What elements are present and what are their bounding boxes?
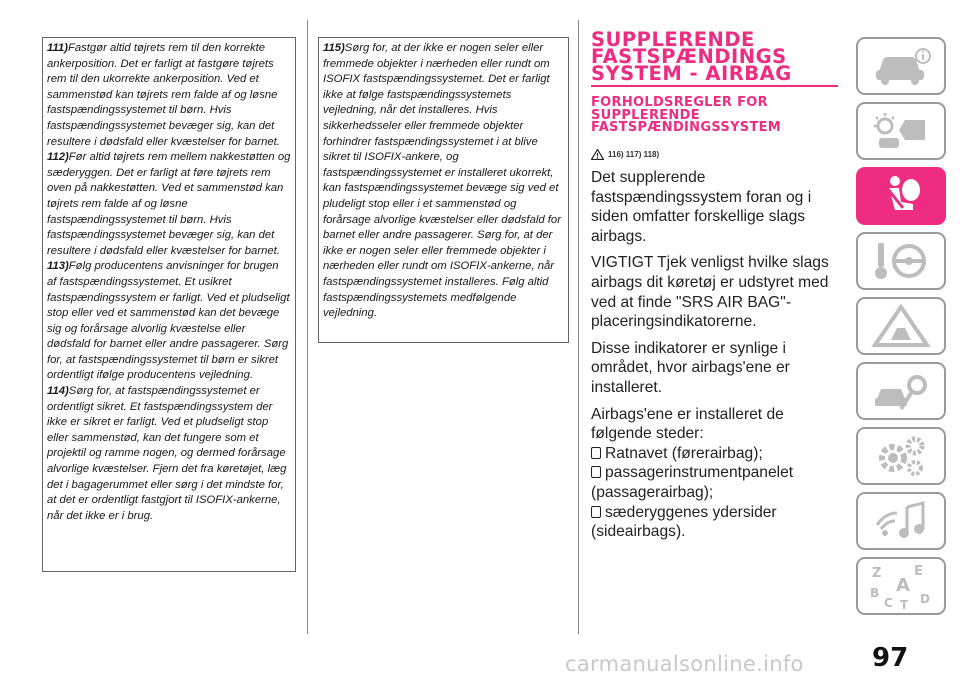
list-item: passagerinstrumentpanelet (passagerairbag);	[591, 464, 794, 501]
warning-item-111: 111)Fastgør altid tøjrets rem til den korrekte ankerposition. Det er farligt at fastgøre tøjrets rem til den ukorrekte ankerposition. Ved et sammenstød kan tøjrets rem falde af og løsne fastspændingssystemet til børn. Hvis fastspændingssystemet bevæger sig, kan det resultere i dødsfald eller kvæstelser for barnet.	[47, 42, 280, 148]
bullet-icon	[591, 506, 601, 518]
svg-text:C: C	[884, 596, 893, 610]
svg-text:Z: Z	[872, 566, 882, 581]
warning-item-114: 114)Sørg for, at fastspændingssystemet er ordentligt sikret. Et fastspændingssystem der ikke er sikret er farligt. Ved et pludseligt stop eller sammenstød, kan det fungere som et projektil og ramme nogen, og dermed forårsage alvorlige kvæstelser. Fjern det fra køretøjet, læg det i bagagerummet eller sørg i det mindste for, at det er ordentligt fastgjort til ISOFIX-ankerne, når det ikke er i brug.	[47, 385, 287, 522]
watermark: carmanualsonline.info	[565, 652, 804, 676]
section-body	[591, 168, 841, 542]
warning-item-113: 113)Følg producentens anvisninger for brugen af fastspændingssystemet. Et usikret fastspændingssystem er farligt. Ved et pludseligt stop eller ved et sammenstød kan det bevæge sig og forårsage alvorlig kvæstelse eller dødsfald for barnet eller andre passagerer. Sørg for, at fastspændingssystemet til børn er sikret ordentligt ifølge producentens vejledning.	[47, 260, 290, 382]
warning-triangle-icon	[871, 304, 931, 348]
tab-dashboard-lights[interactable]	[856, 102, 946, 160]
column-rule-left	[307, 20, 308, 634]
tab-multimedia[interactable]	[856, 492, 946, 550]
title-underline	[591, 85, 838, 87]
section-title: SUPPLERENDE FASTSPÆNDINGS SYSTEM - AIRBAG	[591, 31, 841, 82]
svg-text:B: B	[870, 586, 880, 600]
list-item: Ratnavet (førerairbag);	[591, 444, 841, 464]
bullet-icon	[591, 466, 601, 478]
warning-references: 116) 117) 118)	[591, 149, 659, 160]
column-rule-right	[578, 20, 579, 634]
warning-box-middle	[318, 37, 569, 343]
paragraph-important: VIGTIGT Tjek venligst hvilke slags airbags dit køretøj er udstyret med ved at finde "SRS AIR BAG"-placeringsindikatorerne.	[591, 254, 829, 331]
warning-item-112: 112)Før altid tøjrets rem mellem nakkestøtten og sæderyggen. Det er farligt at føre tøjrets rem oven på nakkestøtten. Ved et sammenstød kan tøjrets rem falde af og løsne fastspændingssystemet til børn. Hvis fastspændingssystemet bevæger sig, kan det resultere i dødsfald eller kvæstelser for barnet.	[47, 151, 291, 257]
page-number: 97	[872, 643, 909, 673]
tab-airbag-safety[interactable]	[856, 167, 946, 225]
warning-item-115: 115)Sørg for, at der ikke er nogen seler eller fremmede objekter i nærheden eller rundt om ISOFIX fastspændingssystemet. Det er farligt ikke at følge fastspændingssystemets vejledning, når det installeres. Hvis sikkerhedsseler eller fremmede objekter forhindrer fastspændingssystemet i at blive sikret til ISOFIX-ankere, og fastspændingssystemet er installeret ukorrekt, kan fastspændingssystemet bevæge sig ved et pludeligt stop eller i et sammenstød og forårsage alvorlige kvæstelser eller dødsfald for barnet eller andre passagerer. Sørg for, at der ikke er nogen seler eller fremmede objekter i nærheden eller rundt om ISOFIX-ankerne, når fastspændingssystemet installeres. Følg altid fastspændingssystemets medfølgende vejledning.	[323, 42, 561, 320]
svg-text:T: T	[900, 598, 909, 611]
gears-icon	[871, 434, 931, 478]
tab-emergency[interactable]	[856, 297, 946, 355]
paragraph-indicators: Disse indikatorer er synlige i området, hvor airbags'ene er installeret.	[591, 339, 790, 396]
dashboard-lights-icon	[871, 110, 931, 152]
maintenance-icon	[871, 369, 931, 413]
tab-index[interactable]	[856, 557, 946, 615]
car-info-icon	[871, 46, 931, 86]
paragraph-intro: Det supplerende fastspændingssystem foran og i siden omfatter forskellige slags airbags.	[591, 169, 812, 245]
index-icon	[866, 561, 936, 611]
tab-technical-data[interactable]	[856, 427, 946, 485]
warning-triangle-icon	[591, 149, 604, 160]
paragraph-locations: Airbags'ene er installeret de følgende steder:	[591, 405, 784, 443]
warning-box-left	[42, 37, 296, 572]
multimedia-icon	[871, 499, 931, 543]
svg-text:A: A	[896, 575, 910, 596]
svg-text:E: E	[914, 564, 923, 579]
subsection-title: FORHOLDSREGLER FOR SUPPLERENDE FASTSPÆNDINGSSYSTEM	[591, 95, 782, 135]
tab-car-info[interactable]	[856, 37, 946, 95]
list-item: sæderyggenes ydersider (sideairbags).	[591, 503, 777, 541]
tab-maintenance[interactable]	[856, 362, 946, 420]
tab-starting-driving[interactable]	[856, 232, 946, 290]
svg-text:D: D	[920, 592, 930, 606]
key-steering-icon	[871, 239, 931, 283]
airbag-seat-icon	[873, 174, 929, 218]
bullet-icon	[591, 447, 601, 459]
